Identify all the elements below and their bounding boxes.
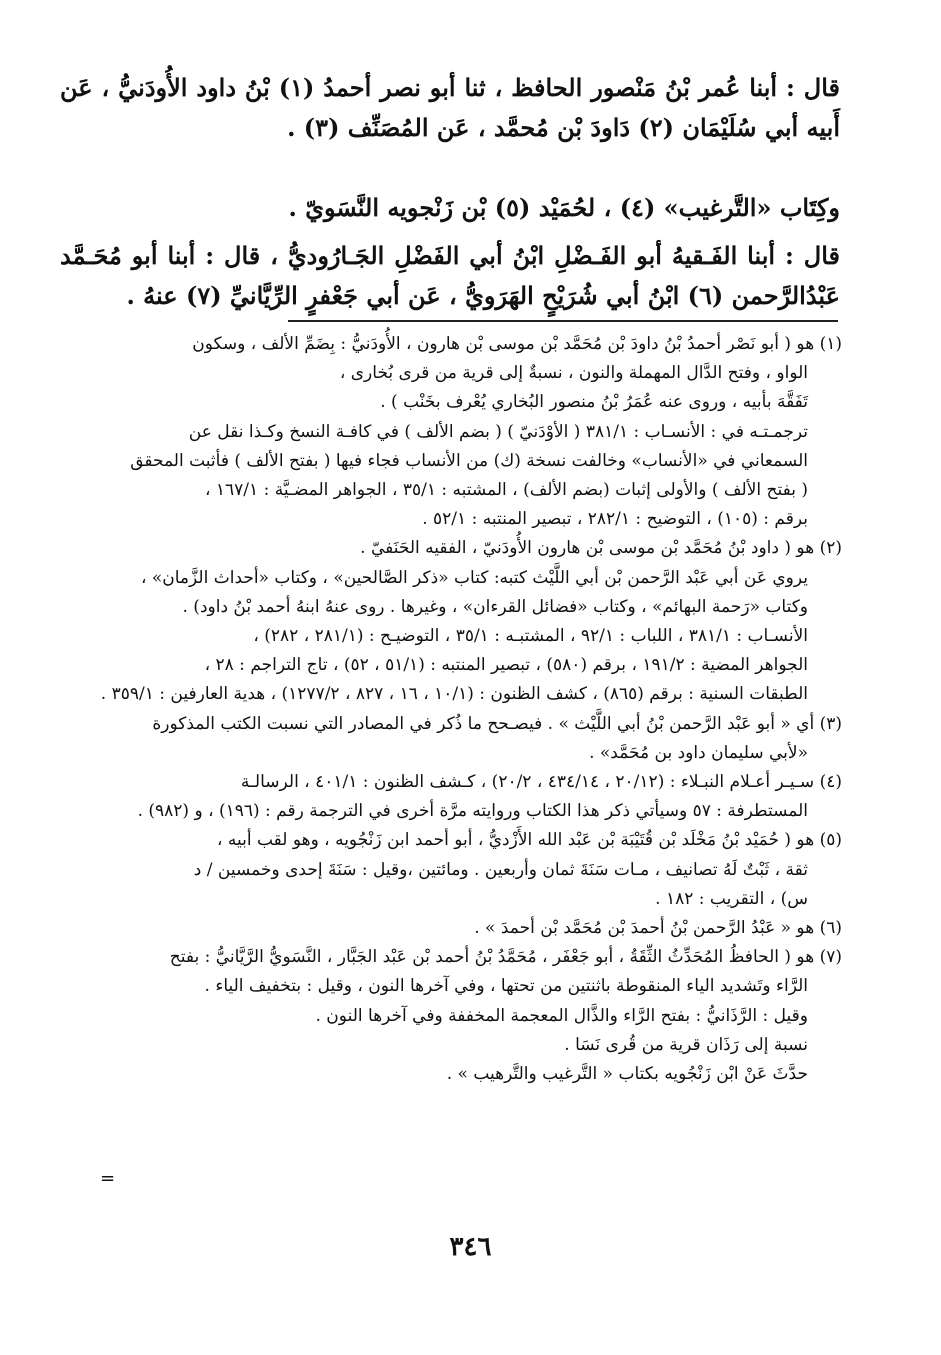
footnote-7 — [62, 943, 842, 1089]
footnote-line: «لأبي سليمان داود بن مُحَمَّد» . — [589, 742, 808, 763]
main-paragraph: قال : أبنا الفَـقيهُ أبو الفَـضْلِ ابْنُ أبي الفَضْلِ الجَـارُوديُّ ، قال : أبنا أبو مُحَـمَّد عَبْدُالرَّحمن (٦) ابْنُ أبي شُرَيْحٍ الهَرَويُّ ، عَن أبي جَعْفرٍ الرِّيَّانيِّ (٧) عنهُ . — [60, 241, 840, 310]
footnote-line: (٢) هو ( داود بْنُ مُحَمَّد بْن موسى بْن هارون الأُودَنيّ ، الفقيه الحَنَفيّ . — [360, 538, 842, 559]
footnote-line: الرَّاء وتَشديد الياء المنقوطة باثنتين من تحتها ، وفي آخرها النون ، وقيل : بتخفيف الياء . — [204, 976, 808, 997]
footnote-line: ( بفتح الألف ) والأولى إثبات (بضم الألف) ، المشتبه : ٣٥/١ ، الجواهر المضـيَّة : ١٦٧/١ ، — [205, 480, 808, 501]
footnote-5 — [62, 826, 842, 914]
footnote-6 — [62, 914, 842, 943]
footnote-line: (١) هو ( أبو نَصْر أحمدُ بْنُ داودَ بْن مُحَمَّد بْن موسى بْن هارون ، الأُودَنيُّ : بِضَمِّ الألف ، وسكون — [192, 334, 842, 354]
footnote-line: المستطرفة : ٥٧ وسيأتي ذكر هذا الكتاب وروايته مرَّة أخرى في الترجمة رقم : (١٩٦) ، و (٩٨٢) . — [137, 801, 808, 822]
footnote-line: ترجمـتـه في : الأنسـاب : ٣٨١/١ ( الأوْدَنيّ ) ( بضم الألف ) في كافـة النسخ وكـذا نقل عن — [188, 421, 808, 442]
footnote-separator — [288, 320, 838, 322]
footnote-line: برقم : (١٠٥) ، التوضيح : ٢٨٢/١ ، تبصير المنتبه : ٥٢/١ . — [422, 509, 808, 530]
footnote-line: ثقة ، ثَبْتٌ لَهُ تصانيف ، مـات سَنَةَ ثمان وأربعين . ومائتين ،وقيل : سَنَةَ إحدى وخمسين / د — [193, 859, 808, 880]
footnote-line: الأنسـاب : ٣٨١/١ ، اللباب : ٩٢/١ ، المشتبـه : ٣٥/١ ، التوضيـح : (٢٨١/١ ، ٢٨٢) ، — [253, 626, 808, 647]
footnote-line: (٦) هو « عَبْدُ الرَّحمن بْنُ أحمدَ بْن مُحَمَّد بْن أحمدَ » . — [474, 918, 842, 939]
footnote-line: (٥) هو ( حُمَيْد بْنُ مَخْلَد بْن قُتَيْبَة بْن عَبْد الله الأَزْديُّ ، أبو أحمد ابن زَنْجُويه ، وهو لقب أبيه ، — [216, 830, 842, 851]
footnote-line: نسبة إلى رَذَان قرية من قُرى نَسَا . — [564, 1034, 808, 1055]
footnote-line: الجواهر المضية : ١٩١/٢ ، برقم (٥٨٠) ، تبصير المنتبه : (٥١/١ ، ٥٢) ، تاج التراجم : ٢٨ ، — [204, 655, 808, 676]
page-number: ٣٤٦ — [449, 1232, 492, 1262]
footnote-line: تَفَقَّهَ بأبيه ، وروى عنه عُمَرُ بْنُ منصور البُخاري يُعْرف بخَنْب ) . — [380, 392, 808, 413]
footnote-line: (٤) سـيـر أعـلام النبـلاء : (٢٠/١٢ ، ٤٣٤/١٤ ، ٢٠/٢) ، كـشف الظنون : ٤٠١/١ ، الرسالـة — [240, 772, 842, 793]
main-paragraph: قال : أبنا عُمر بْنُ مَنْصور الحافظ ، ثنا أبو نصر أحمدُ (١) بْنُ داود الأُودَنيُّ ، عَن أَبيه أبي سُلَيْمَان (٢) دَاودَ بْن مُحمَّد ، عَن المُصَنِّف (٣) . — [60, 73, 840, 142]
margin-mark: = — [100, 1168, 116, 1189]
footnote-line: (٣) أي « أبو عَبْد الرَّحمن بْنُ أبي اللَّيْث » . فيصـحح ما ذُكر في المصادر التي نسبت الكتب المذكورة — [152, 713, 842, 734]
footnote-line: (٧) هو ( الحافظُ المُحَدِّثُ الثِّقَةُ ، أبو جَعْفَر ، مُحَمَّدُ بْنُ أحمد بْن عَبْد الجَبَّار ، النَّسَويُّ الرَّيَّانيُّ : بفتح — [169, 947, 842, 968]
footnote-1 — [62, 330, 842, 534]
footnote-line: يروي عَن أبي عَبْد الرَّحمن بْن أبي اللَّيْث كتبه: كتاب «ذكر الصَّالحين» ، وكتاب «أحداث الزَّمان» ، — [140, 567, 808, 588]
footnote-line: السمعاني في «الأنساب» وخالفت نسخة (ك) من الأنساب فجاء فيها ( بفتح الألف ) فأثبت المحقق — [130, 450, 808, 471]
footnote-2 — [62, 534, 842, 709]
footnote-line: س) ، التقريب : ١٨٢ . — [655, 888, 808, 909]
main-paragraph: وكِتَاب «التَّرغيب» (٤) ، لحُمَيْد (٥) بْن زَنْجويه النَّسَويّ . — [288, 193, 840, 222]
footnote-line: وكتاب «رَحمة البهائم» ، وكتاب «فضائل القرءان» ، وغيرها . روى عنهُ ابنهُ أحمد بْنُ داود) . — [182, 596, 808, 617]
footnote-line: حدَّثَ عَنْ ابْن زَنْجُويه بكتاب « التَّرغيب والتَّرهيب » . — [446, 1064, 808, 1085]
footnotes — [62, 330, 842, 1089]
footnote-line: وقيل : الرَّذَانيُّ : بفتح الرَّاء والذَّال المعجمة المخففة وفي آخرها النون . — [315, 1005, 808, 1026]
footnote-line: الواو ، وفتح الدَّال المهملة والنون ، نسبةٌ إلى قرية من قرى بُخارى ، — [339, 363, 808, 384]
footnote-4 — [62, 768, 842, 826]
footnote-3 — [62, 710, 842, 768]
main-text — [60, 68, 840, 316]
footnote-line: الطبقات السنية : برقم (٨٦٥) ، كشف الظنون : (١٠/١ ، ١٦ ، ٨٢٧ ، ١٢٧٧/٢) ، هدية العارفين : ٣٥٩/١ . — [100, 684, 808, 705]
